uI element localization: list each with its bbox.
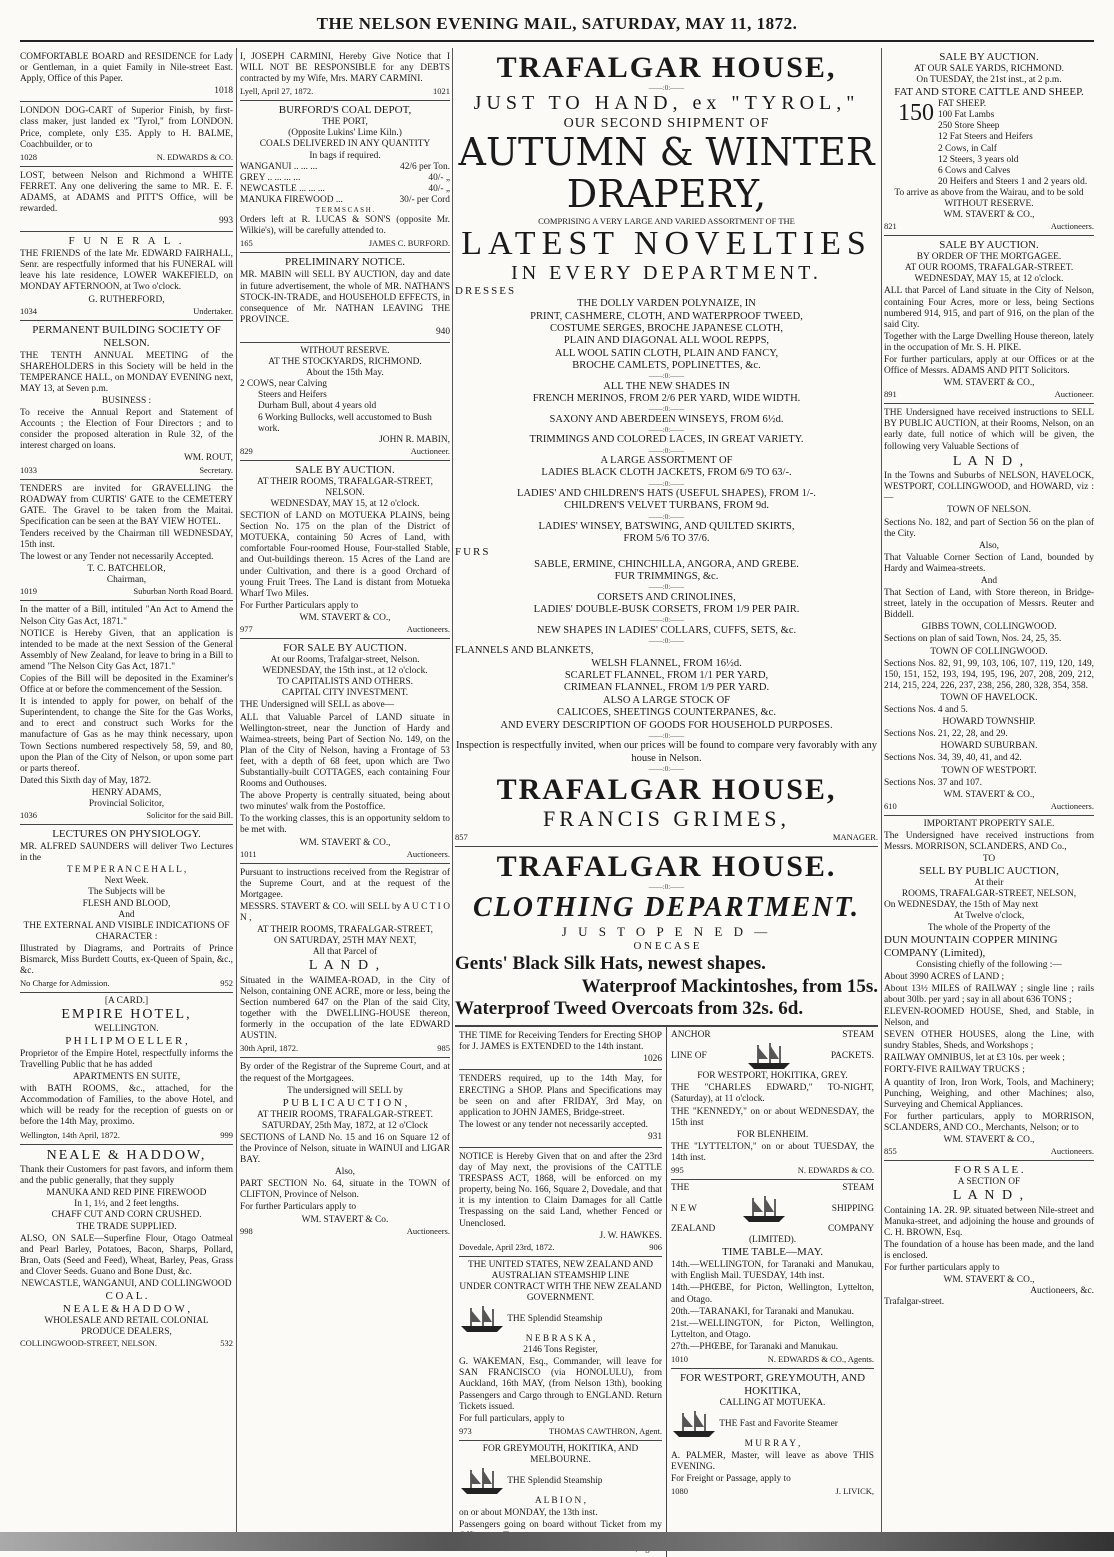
ad-public-auction: By order of the Registrar of the Supreme Court, and at the request of the Mortgagees. The undersigned will SELL by P U B L I C A U C T I O N , AT THEIR ROOMS, TRAFALGAR-STREET. SATURDAY, 25th May, 1872, at 12 o'Clock SECTIONS of LAND No. 15 and 16 on Square 12 of the Province of Nelson, situate in WAINUI and LIGAR BAY. Also, PART SECTION No. 64, situate in the TOWN of CLIFTON, Province of Nelson. For further Particulars apply to WM. STAVERT & Co. 998 Auctioneers. (240, 1062, 450, 1236)
steamship-icon (741, 1194, 787, 1224)
ad-mortgagee: Pursuant to instructions received from the Registrar of the Supreme Court, and at the request of the Mortgagee. MESSRS. STAVERT & CO. will SELL by A U C T I O N , AT THEIR ROOMS, TRAFALGAR-STREET, ON SATURDAY, 25TH MAY NEXT, All that Parcel of L A N D , Situated in the WAIMEA-ROAD, in the City of Nelson, containing ONE ACRE, more or less, being the Section numbered 647 on the Plan of the said City, together with the DWELLING-HOUSE thereon, formerly in the occupation of the late EDWARD AUSTIN. 30th April, 1872. 985 (240, 864, 450, 1059)
column-2 (240, 48, 450, 1538)
ad-cattle-trespass: NOTICE is Hereby Given that on and after the 23rd day of May next, the provisions of the CATTLE TRESPASS ACT, 1868, will be enforced on my property, being No. 166, Square 2, Dovedale, and that it is my intention to Claim Damages for all Cattle Trespassing on the said Land, whether Fenced or Unenclosed. J. W. HAWKES. Dovedale, April 23rd, 1872. 906 (459, 1148, 662, 1257)
ad-dun-mountain: IMPORTANT PROPERTY SALE. The Undersigned have received instructions from Messrs. MORRISON, SCLANDERS, AND Co., TO SELL BY PUBLIC AUCTION, At their ROOMS, TRAFALGAR-STREET, NELSON, On WEDNESDAY, the 15th of May next At Twelve o'clock, The whole of the Property of the DUN MOUNTAIN COPPER MINING COMPANY (Limited), Consisting chiefly of the following :— About 3990 ACRES of LAND ; About 13½ MILES of RAILWAY ; single line ; rails about 30lb. per yard ; say in all about 636 TONS ; ELEVEN-ROOMED HOUSE, Shed, and Stable, in Nelson, and SEVEN OTHER HOUSES, along the Line, with sundry Stables, Sheds, and Workshops ; RAILWAY OMNIBUS, let at £3 10s. per week ; FORTY-FIVE RAILWAY TRUCKS ; A quantity of Iron, Iron Work, Tools, and Machinery; Punching, Weighing, and other Machines; also, Surveying and Chemical Appliances. For further particulars, apply to MORRISON, SCLANDERS, AND CO., Merchants, Nelson; or to WM. STAVERT & CO., 855 Auctioneers. (884, 816, 1094, 1161)
column-divider (236, 48, 237, 1538)
ad-anchor-line: ANCHOR STEAM LINE OF PACKETS. FOR WESTPORT, HOKITIKA, GREY. THE "CHARLES EDWARD," TO-NIGHT, (Saturday), at 11 o'clock. THE "KENNEDY," on or about WEDNESDAY, the 15th inst FOR BLENHEIM. THE "LYTTELTON," on or about TUESDAY, the 14th inst. 995 N. EDWARDS & CO. (671, 1027, 874, 1180)
subcol-right (666, 1027, 878, 1557)
steamship-icon (746, 1041, 792, 1071)
column-1 (20, 48, 233, 1538)
ad-tender-james: THE TIME for Receiving Tenders for Erecting SHOP for J. JAMES is EXTENDED to the 14th instant. 1026 (459, 1027, 662, 1070)
ad-burford-coal: BURFORD'S COAL DEPOT, THE PORT, (Opposite Lukins' Lime Kiln.) COALS DELIVERED IN ANY QUANTITY In bags if required. WANGANUI .. ... ... 42/6 per Ton. GREY .. ... ... ... 40/- „ NEWCASTLE ... ... ... 40/- „ MANUKA FIREWOOD ... 30/- per Cord T E R M S C A S H . Orders left at R. LUCAS & SON'S (opposite Mr. Wilkie's), will be carefully attended to. 165 JAMES C. BURFORD. (240, 101, 450, 253)
ad-dogcart: LONDON DOG-CART of Superior Finish, by first-class maker, just landed ex "Tyrol," from LONDON. Price, complete, only £35. Apply to H. BALME, Coachbuilder, or to 1028 N. EDWARDS & CO. (20, 102, 233, 166)
ad-nz-shipping: THE STEAM N E W SHIPPING ZEALAND COMPANY (LIMITED). TIME TABLE—MAY. 14th.—WELLINGTON, for Taranaki and Manukau, with English Mail. TUESDAY, 14th inst. 14th.—PHŒBE, for Picton, Wellington, Lyttelton, and Otago. 20th.—TARANAKI, for Taranaki and Manukau. 21st.—WELLINGTON, for Picton, Wellington, Lyttelton, and Otago. 27th.—PHŒBE, for Taranaki and Manukau. 1010 N. EDWARDS & CO., Agents. (671, 1180, 874, 1369)
ad-nebraska: THE UNITED STATES, NEW ZEALAND AND AUSTRALIAN STEAMSHIP LINE UNDER CONTRACT WITH THE NEW ZEALAND GOVERNMENT. THE Splendid Steamship N E B R A S K A , 2146 Tons Register, G. WAKEMAN, Esq., Commander, will leave for SAN FRANCISCO (via HONOLULU), from Auckland, 16th MAY, (from Nelson 13th), booking Passengers and Cargo through to ENGLAND. Return Tickets issued. For full particulars, apply to 973 THOMAS CAWTHRON, Agent. (459, 1257, 662, 1441)
ad-albion: FOR GREYMOUTH, HOKITIKA, AND MELBOURNE. THE Splendid Steamship A L B I O N , on or about MONDAY, the 13th inst. Passengers going on board without Ticket from my (459, 1443, 662, 1531)
ad-murray: FOR WESTPORT, GREYMOUTH, AND HOKITIKA, CALLING AT MOTUEKA. THE Fast and Favorite Steamer M U R R A Y , A. PALMER, Master, will leave as above THIS EVENING. For Freight or Passage, apply to 1080 J. LIVICK, (671, 1372, 874, 1497)
ad-capital-city: FOR SALE BY AUCTION. At our Rooms, Trafalgar-street, Nelson. WEDNESDAY, the 15th inst., at 12 o'clock. TO CAPITALISTS AND OTHERS. CAPITAL CITY INVESTMENT. THE Undersigned will SELL as above— ALL that Valuable Parcel of LAND situate in Wellington-street, near the Junction of Hardy and Waimea-streets, being Part of Section No. 149, on the Plan of the City of Nelson, having a Frontage of 53 feet, with a depth of 68 feet, upon which are Two Substantially-built COTTAGES, each containing Four Rooms and Outhouses. The above Property is centrally situated, being about two minutes' walk from the Postoffice. To the working classes, this is an opportunity seldom to be met with. WM. STAVERT & CO., 1011 Auctioneers. (240, 639, 450, 864)
ad-lost: LOST, between Nelson and Richmond a WHITE FERRET. Any one delivering the same to MR. E. F. ADAMS, at ADAMS and PITT'S Office, will be rewarded. 993 (20, 167, 233, 232)
column-3 (455, 48, 878, 1538)
ad-trafalgar-drapery: TRAFALGAR HOUSE, ——:0:—— JUST TO HAND, ex "TYROL," OUR SECOND SHIPMENT OF AUTUMN & WINTER DRAPERY, COMPRISING A VERY LARGE AND VARIED ASSORTMENT OF THE LATEST NOVELTIES IN EVERY DEPARTMENT. DRESSES THE DOLLY VARDEN POLYNAIZE, IN PRINT, CASHMERE, CLOTH, AND WATERPROOF TWEED, COSTUME SERGES, BROCHE JAPANESE CLOTH, PLAIN AND DIAGONAL ALL WOOL REPPS, ALL WOOL SATIN CLOTH, PLAIN AND FANCY, BROCHE CAMLETS, POPLINETTES, &c. ——:0:—— ALL THE NEW SHADES IN FRENCH MERINOS, FROM 2/6 PER YARD, WIDE WIDTH. ——:0:—— SAXONY AND ABERDEEN WINSEYS, FROM 6½d. ——:0:—— TRIMMINGS AND COLORED LACES, IN GREAT VARIETY. ——:0:—— A LARGE ASSORTMENT OF LADIES BLACK CLOTH JACKETS, FROM 6/9 TO 63/-. ——:0:—— LADIES' AND CHILDREN'S HATS (USEFUL SHAPES), FROM 1/-. CHILDREN'S VELVET TURBANS, FROM 9d. ——:0:—— LADIES' WINSEY, BATSWING, AND QUILTED SKIRTS, FROM 5/6 TO 37/6. FURS SABLE, ERMINE, CHINCHILLA, ANGORA, AND GREBE. FUR TRIMMINGS, &c. ——:0:—— CORSETS AND CRINOLINES, LADIES' DOUBLE-BUSK CORSETS, FROM 1/9 PER PAIR. ——:0:—— NEW SHAPES IN LADIES' COLLARS, CUFFS, SETS, &c. ——:0:—— FLANNELS AND BLANKETS, WELSH FLANNEL, FROM 16½d. SCARLET FLANNEL, FROM 1/1 PER YARD, CRIMEAN FLANNEL, FROM 1/9 PER YARD. ALSO A LARGE STOCK OF CALICOES, SHEETINGS COUNTERPANES, &c. AND EVERY DESCRIPTION OF GOODS FOR HOUSEHOLD PURPOSES. ——:0:—— Inspection is respectfully invited, when our prices will be found to compare very favorably with any house in Nelson. ——:0:—— TRAFALGAR HOUSE, FRANCIS GRIMES, 857 MANAGER. (455, 48, 878, 847)
ad-board: COMFORTABLE BOARD and RESIDENCE for Lady or Gentleman, in a quiet Family in Nile-street East. Apply, Office of this Paper. 1018 (20, 48, 233, 102)
ad-cattle-sale: SALE BY AUCTION. AT OUR SALE YARDS, RICHMOND. On TUESDAY, the 21st inst., at 2 p.m. FAT AND STORE CATTLE AND SHEEP. 150 FAT SHEEP. 100 Fat Lambs 250 Store Sheep 12 Fat Steers and Heifers 2 Cows, in Calf 12 Steers, 3 years old 6 Cows and Calves 20 Heifers and Steers 1 and 2 years old. To arrive as above from the Wairau, and to be sold WITHOUT RESERVE. WM. STAVERT & CO., 821 Auctioneers. (884, 48, 1094, 236)
top-rule (20, 40, 1094, 42)
masthead: THE NELSON EVENING MAIL, SATURDAY, MAY 11, 1872. (316, 14, 798, 33)
ad-tenders: TENDERS are invited for GRAVELLING the ROADWAY from CURTIS' GATE to the CEMETERY GATE. The Gravel to be taken from the Maitai. Specification can be seen at the BAY VIEW HOTEL. Tenders received by the Chairman till WEDNESDAY, 15th inst. The lowest or any Tender not necessarily Accepted. T. C. BATCHELOR, Chairman, 1019 Suburban North Road Board. (20, 480, 233, 602)
ad-building-society: PERMANENT BUILDING SOCIETY OF NELSON. THE TENTH ANNUAL MEETING of the SHAREHOLDERS in this Society will be held in the TEMPERANCE HALL, on MONDAY EVENING next, MAY 13, at Seven p.m. BUSINESS : To receive the Annual Report and Statement of Accounts ; the Election of Four Directors ; and to consider the proposed alteration in Rule 32, of the interest charged on loans. WM. ROUT, 1033 Secretary. (20, 321, 233, 480)
shipping-section (455, 1026, 878, 1557)
column-divider (452, 48, 453, 1538)
ad-gas-bill: In the matter of a Bill, intituled "An Act to Amend the Nelson City Gas Act, 1871." NOTICE is Hereby Given, that an application is intended to be made at the next Session of the General Assembly of New Zealand, for leave to bring in a Bill to amend "The Nelson City Gas Act, 1871." Copies of the Bill will be deposited in the Examiner's Office at or before the commencement of the Session. It is intended to apply for power, on behalf of the Superintendent, to change the Site for the Gas Works, and to erect and construct such Works for the manufacture of Gas as he may think necessary, upon Town Sections numbered respectively 58, 59, and 80, upon the Plan of the City of Nelson, or upon some part or parts thereof. Dated this Sixth day of May, 1872. HENRY ADAMS, Provincial Solicitor, 1036 Solicitor for the said Bill. (20, 601, 233, 825)
ad-carmini: I, JOSEPH CARMINI, Hereby Give Notice that I WILL NOT BE RESPONSIBLE for any DEBTS contracted by my Wife, Mrs. MARY CARMINI. Lyell, April 27, 1872. 1021 (240, 48, 450, 101)
subcol-left (455, 1027, 666, 1557)
ad-without-reserve: WITHOUT RESERVE. AT THE STOCKYARDS, RICHMOND. About the 15th May. 2 COWS, near Calving Steers and Heifers Durham Bull, about 4 years old 6 Working Bullocks, well accustomed to Bush work. JOHN R. MABIN, 829 Auctioneer. (240, 343, 450, 461)
ad-neale-haddow: NEALE & HADDOW, Thank their Customers for past favors, and inform them and the public generally, that they supply MANUKA AND RED PINE FIREWOOD In 1, 1½, and 2 feet lengths. CHAFF CUT AND CORN CRUSHED. THE TRADE SUPPLIED. ALSO, ON SALE—Superfine Flour, Otago Oatmeal and Pearl Barley, Potatoes, Bacon, Sharps, Pollard, Bran, Oats (Seed and Feed), Wheat, Barley, Peas, Grass and Clover Seeds. Guano and Bone Dust, &c. NEWCASTLE, WANGANUI, AND COLLINGWOOD C O A L . N E A L E & H A D D O W , WHOLESALE AND RETAIL COLONIAL PRODUCE DEALERS, COLLINGWOOD-STREET, NELSON. 532 (20, 1147, 233, 1349)
steamship-icon (671, 1409, 717, 1439)
ad-preliminary: PRELIMINARY NOTICE. MR. MABIN will SELL BY AUCTION, day and date in future advertisement, the whole of MR. NATHAN'S STOCK-IN-TRADE, and HOUSEHOLD EFFECTS, in consequence of Mr. NATHAN LEAVING THE PROVINCE. 940 (240, 253, 450, 343)
ad-for-sale-land: F O R S A L E . A SECTION OF L A N D , Containing 1A. 2R. 9P. situated between Nile-street and Manuka-street, and adjoining the house and grounds of C. H. BROWN, Esq. The foundation of a house has been made, and the land is enclosed. For further particulars apply to WM. STAVERT & CO., Auctioneers, &c. Trafalgar-street. (884, 1164, 1094, 1308)
ad-valuable-sections: THE Undersigned have received instructions to SELL BY PUBLIC AUCTION, at their Rooms, Nelson, on an early date, full notice of which will be given, the following very Valuable Sections of L A N D , In the Towns and Suburbs of NELSON, HAVELOCK, WESTPORT, COLLINGWOOD, and HOWARD, viz :— TOWN OF NELSON. Sections No. 182, and part of Section 56 on the plan of the City. Also, That Valuable Corner Section of Land, bounded by Hardy and Waimea-streets. And That Section of Land, with Store thereon, in Bridge-street, lately in the occupation of Messrs. Reuter and Biddell. GIBBS TOWN, COLLINGWOOD. Sections on plan of said Town, Nos. 24, 25, 35. TOWN OF COLLINGWOOD. Sections Nos. 82, 91, 99, 103, 106, 107, 119, 120, 149, 150, 151, 152, 193, 194, 195, 196, 207, 208, 209, 212, 214, 215, 224, 226, 237, 238, 256, 280, 328, 354, 358. TOWN OF HAVELOCK. Sections Nos. 4 and 5. HOWARD TOWNSHIP. Sections Nos. 21, 22, 28, and 29. HOWARD SUBURBAN. Sections Nos. 34, 39, 40, 41, and 42. TOWN OF WESTPORT. Sections Nos. 37 and 107. WM. STAVERT & CO., 610 Auctioneers. (884, 404, 1094, 816)
scan-edge (0, 1532, 1114, 1551)
column-4 (884, 48, 1094, 1538)
steamship-icon (459, 1466, 505, 1496)
ad-empire-hotel: [A CARD.] EMPIRE HOTEL, WELLINGTON. P H I L I P M O E L L E R , Proprietor of the Empire Hotel, respectfully informs the Travelling Public that he has added APARTMENTS EN SUITE, with BATH ROOMS, &c., attached, for the Accommodation of Families, to the above Hotel, and which will be ready for the reception of guests on or before the 14th May, proximo. Wellington, 14th April, 1872. 999 (20, 993, 233, 1144)
ad-mortgagee-sale: SALE BY AUCTION. BY ORDER OF THE MORTGAGEE. AT OUR ROOMS, TRAFALGAR-STREET. WEDNESDAY, MAY 15, at 12 o'clock. ALL that Parcel of Land situate in the City of Nelson, containing Four Acres, more or less, being Sections numbered 914, 915, and part of 916, on the plan of the said City. Together with the Large Dwelling House thereon, lately in the occupation of Mr. S. H. PIKE. For further particulars, apply at our Offices or at the Office of Messrs. ADAMS AND PITT Solicitors. WM. STAVERT & CO., 891 Auctioneer. (884, 236, 1094, 404)
steamship-icon (459, 1304, 505, 1334)
ad-clothing-department: TRAFALGAR HOUSE. ——:0:—— CLOTHING DEPARTMENT. J U S T O P E N E D — O N E C A S E Gents' Black Silk Hats, newest shapes. Waterproof Mackintoshes, from 15s. Waterproof Tweed Overcoats from 32s. 6d. (455, 847, 878, 1026)
ad-tenders-shop: TENDERS required, up to the 14th May, for ERECTING a SHOP. Plans and Specifications may be seen on and after FRIDAY, 3rd May, on application to JOHN JAMES, Bridge-street. The lowest or any tender not necessarily accepted. 931 (459, 1070, 662, 1148)
ad-lectures: LECTURES ON PHYSIOLOGY. MR. ALFRED SAUNDERS will deliver Two Lectures in the T E M P E R A N C E H A L L , Next Week. The Subjects will be FLESH AND BLOOD, And THE EXTERNAL AND VISIBLE INDICATIONS OF CHARACTER : Illustrated by Diagrams, and Portraits of Prince Bismarck, Miss Burdett Coutts, ex-Queen of Spain, &c., &c. No Charge for Admission. 952 (20, 825, 233, 993)
ad-funeral: F U N E R A L . THE FRIENDS of the late Mr. EDWARD FAIRHALL, Senr. are respectfully informed that his FUNERAL will leave his late residence, LOWER WAKEFIELD, on MONDAY AFTERNOON, at Two o'clock. G. RUTHERFORD, 1034 Undertaker. (20, 232, 233, 320)
ad-sale-motueka: SALE BY AUCTION. AT THEIR ROOMS, TRAFALGAR-STREET, NELSON. WEDNESDAY, MAY 15, at 12 o'clock. SECTION of LAND on MOTUEKA PLAINS, being Section No. 175 on the plan of the District of MOTUEKA, containing 50 Acres of Land, with comfortable Four-roomed House, Four-stalled Stable, and Out-buildings thereon. 15 Acres of the Land are under Cultivation, and there is a good Orchard of young Fruit Trees. The Land is distant from Motueka Wharf Two Miles. For Further Particulars apply to WM. STAVERT & CO., 977 Auctioneers. (240, 461, 450, 639)
column-divider (881, 48, 882, 1538)
